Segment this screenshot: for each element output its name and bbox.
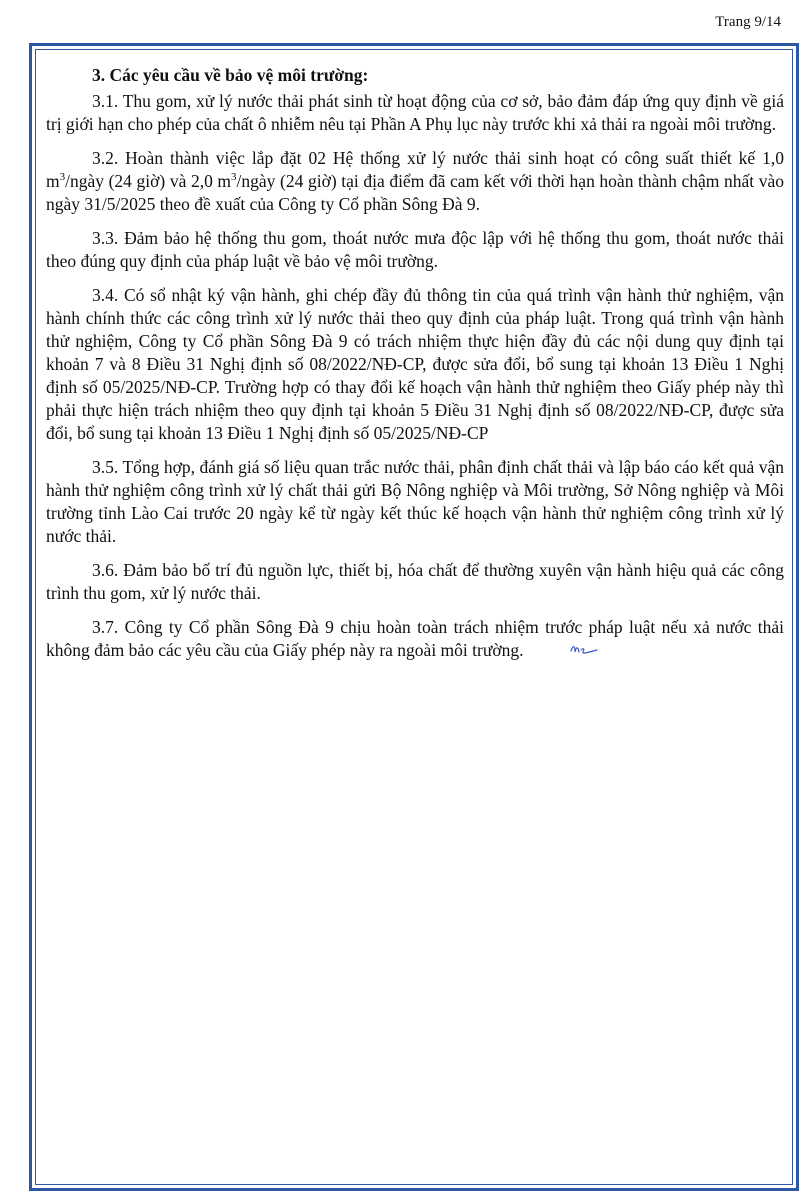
superscript-cubic-1: 3 xyxy=(59,171,66,184)
paragraph-3-7 xyxy=(46,616,784,662)
paragraph-3-2-part-b: /ngày (24 giờ) và 2,0 m xyxy=(65,171,232,191)
paragraph-3-4: 3.4. Có sổ nhật ký vận hành, ghi chép đầy đủ thông tin của quá trình vận hành thử nghiệm, vận hành chính thức các công trình xử lý nước thải theo quy định của pháp luật. Trong quá trình vận hành thử nghiệm, Công ty Cổ phần Sông Đà 9 có trách nhiệm thực hiện đầy đủ các nội dung quy định tại khoản 7 và 8 Điều 31 Nghị định số 08/2022/NĐ-CP, được sửa đổi, bổ sung tại khoản 13 Điều 1 Nghị định số 05/2025/NĐ-CP. Trường hợp có thay đổi kế hoạch vận hành thử nghiệm theo Giấy phép này thì phải thực hiện trách nhiệm theo quy định tại khoản 5 Điều 31 Nghị định số 08/2022/NĐ-CP, được sửa đổi, bổ sung tại khoản 13 Điều 1 Nghị định số 05/2025/NĐ-CP xyxy=(46,285,784,443)
paragraph-3-5: 3.5. Tổng hợp, đánh giá số liệu quan trắc nước thải, phân định chất thải và lập báo cáo kết quả vận hành thử nghiệm công trình xử lý chất thải gửi Bộ Nông nghiệp và Môi trường, Sở Nông nghiệp và Môi trường tỉnh Lào Cai trước 20 ngày kể từ ngày kết thúc kế hoạch vận hành thử nghiệm công trình xử lý nước thải. xyxy=(46,457,784,546)
document-body xyxy=(46,64,784,673)
paragraph-3-2 xyxy=(46,147,784,216)
section-heading: 3. Các yêu cầu về bảo vệ môi trường: xyxy=(92,65,369,85)
page-border-frame xyxy=(29,43,799,1191)
paragraph-3-1: 3.1. Thu gom, xử lý nước thải phát sinh từ hoạt động của cơ sở, bảo đảm đáp ứng quy định về giá trị giới hạn cho phép của chất ô nhiễm nêu tại Phần A Phụ lục này trước khi xả thải ra ngoài môi trường. xyxy=(46,91,784,134)
superscript-cubic-2: 3 xyxy=(231,171,237,184)
page-number: Trang 9/14 xyxy=(715,14,781,30)
paragraph-3-6: 3.6. Đảm bảo bố trí đủ nguồn lực, thiết bị, hóa chất để thường xuyên vận hành hiệu quả các công trình thu gom, xử lý nước thải. xyxy=(46,560,784,603)
paragraph-3-2-part-a: 3.2. Hoàn thành việc lắp đặt 02 Hệ thống xử lý nước thải sinh hoạt có công suất thiết kế 1,0 m xyxy=(46,148,784,191)
paragraph-3-2-part-c: /ngày (24 giờ) tại địa điểm đã cam kết với thời hạn hoàn thành chậm nhất vào ngày 31/5/2025 theo đề xuất của Công ty Cổ phần Sông Đà 9. xyxy=(46,171,785,214)
paragraph-3-7-text: 3.7. Công ty Cổ phần Sông Đà 9 chịu hoàn toàn trách nhiệm trước pháp luật nếu xả nước thải không đảm bảo các yêu cầu của Giấy phép này ra ngoài môi trường. xyxy=(46,617,784,660)
handwritten-initials-icon xyxy=(523,639,599,662)
paragraph-3-3: 3.3. Đảm bảo hệ thống thu gom, thoát nước mưa độc lập với hệ thống thu gom, thoát nước thải theo đúng quy định của pháp luật về bảo vệ môi trường. xyxy=(46,228,784,271)
